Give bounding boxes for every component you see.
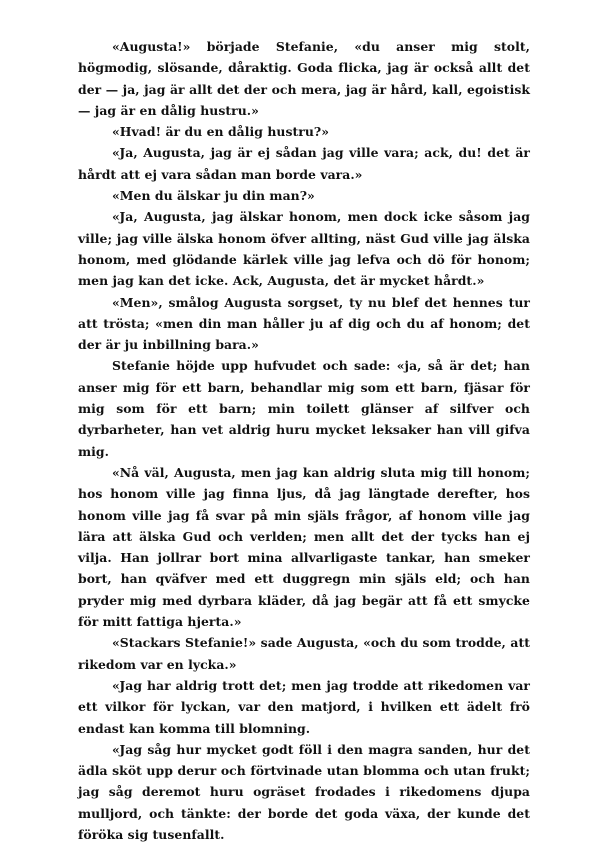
paragraph: Stefanie höjde upp hufvudet och sade: «ja, så är det; han anser mig för ett barn, behandlar mig som ett barn, fjäsar för mig som för ett barn; min toilett glänser af silfver och dyrbarheter, han vet aldrig huru mycket leksaker han vill gifva mig. (78, 358, 530, 459)
paragraph: «Ja, Augusta, jag är ej sådan jag ville vara; ack, du! det är hårdt att ej vara sådan man borde vara.» (78, 145, 530, 182)
paragraph: «Jag såg hur mycket godt föll i den magra sanden, hur det ädla sköt upp derur och förtvinade utan blomma och utan frukt; jag såg deremot huru ogräset frodades i rikedomens djupa mulljord, och tänkte: der borde det goda växa, der kunde det föröka sig tusenfallt. (78, 741, 530, 842)
paragraph: «Jag har aldrig trott det; men jag trodde att rikedomen var ett vilkor för lyckan, var den matjord, i hvilken ett ädelt frö endast kan komma till blomning. (78, 677, 530, 736)
paragraph: «Hvad! är du en dålig hustru?» (112, 124, 329, 140)
paragraph: «Augusta!» började Stefanie, «du anser mig stolt, högmodig, slösande, dåraktig. Goda flicka, jag är också allt det der — ja, jag är allt det der och mera, jag är hård, kall, egoistisk — jag är en dålig hustru.» (78, 39, 530, 118)
paragraph: «Nå väl, Augusta, men jag kan aldrig sluta mig till honom; hos honom ville jag finna ljus, då jag längtade derefter, hos honom ville jag få svar på min själs frågor, af honom ville jag lära att älska Gud och verlden; men allt det der tycks han ej vilja. Han jollrar bort mina allvarligaste tankar, han smeker bort, han qväfver med ett duggregn min själs eld; och han pryder mig med dyrbara kläder, då jag begär att få ett smycke för mitt fattiga hjerta.» (78, 464, 530, 630)
book-page-text (78, 36, 530, 845)
paragraph: «Ja, Augusta, jag älskar honom, men dock icke såsom jag ville; jag ville älska honom öfver allting, näst Gud ville jag älska honom, med glödande kärlek ville jag lefva och dö för honom; men jag kan det icke. Ack, Augusta, det är mycket hårdt.» (78, 209, 530, 289)
paragraph: «Stackars Stefanie!» sade Augusta, «och du som trodde, att rikedom var en lycka.» (78, 635, 530, 672)
paragraph: «Men», smålog Augusta sorgset, ty nu blef det hennes tur att trösta; «men din man håller ju af dig och du af honom; det der är ju inbillning bara.» (78, 294, 530, 353)
paragraph: «Men du älskar ju din man?» (112, 188, 315, 204)
